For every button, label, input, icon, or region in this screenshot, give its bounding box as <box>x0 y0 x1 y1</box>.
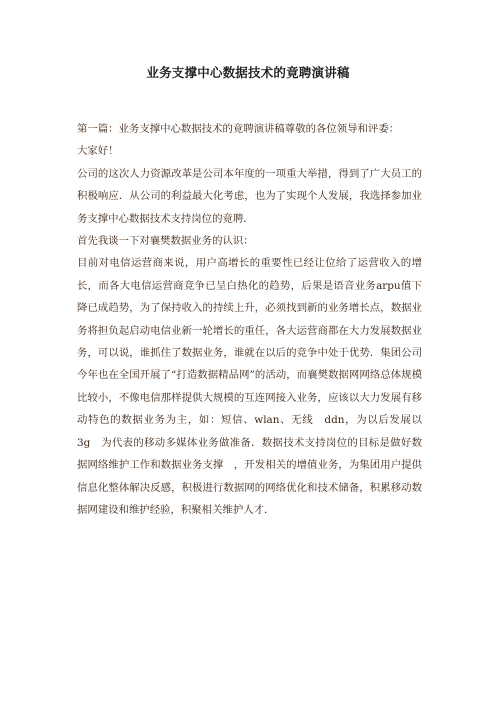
paragraph-greeting: 大家好！ <box>77 145 119 158</box>
paragraph-analysis: 目前对电信运营商来说，用户高增长的重要性已经让位给了运营收入的增长，而各大电信运营商竞争已呈白热化的趋势，后果是语音业务arpu值下降已成趋势，为了保持收入的持续上升，必须找到新的业务增长点，数据业务将担负起启动电信业新一轮增长的重任，各大运营商都在大力发展数据业务，可以说，谁抓住了数据业务，谁就在以后的竞争中处于优势．集团公司今年也在全国开展了“打造数据精品网”的活动，而襄樊数据网网络总体规模比较小，不像电信那样提供大规模的互连网接入业务，应该以大力发展有移动特色的数据业务为主，如：短信、wlan、无线 ddn，为以后发展以 3g 为代表的移动多媒体业务做准备．数据技术支持岗位的目标是做好数据网络维护工作和数据业务支撑 ，开发相关的增值业务，为集团用户提供信息化整体解决反感，积极进行数据网的网络优化和技术储备，积累移动数据网建设和维护经验，积聚相关维护人才． <box>77 257 433 516</box>
document-title: 业务支撑中心数据技术的竟聘演讲稿 <box>146 65 350 80</box>
paragraph-intro: 第一篇：业务支撑中心数据技术的竟聘演讲稿尊敬的各位领导和评委： <box>77 123 400 135</box>
paragraph-topic: 首先我谈一下对襄樊数据业务的认识： <box>77 235 254 248</box>
paragraph-motivation: 公司的这次人力资源改革是公司本年度的一项重大举措，得到了广大员工的积极响应．从公司的利益最大化考虑，也为了实现个人发展，我选择参加业务支撑中心数据技术支持岗位的竟聘． <box>77 167 422 225</box>
document-body <box>77 118 433 521</box>
